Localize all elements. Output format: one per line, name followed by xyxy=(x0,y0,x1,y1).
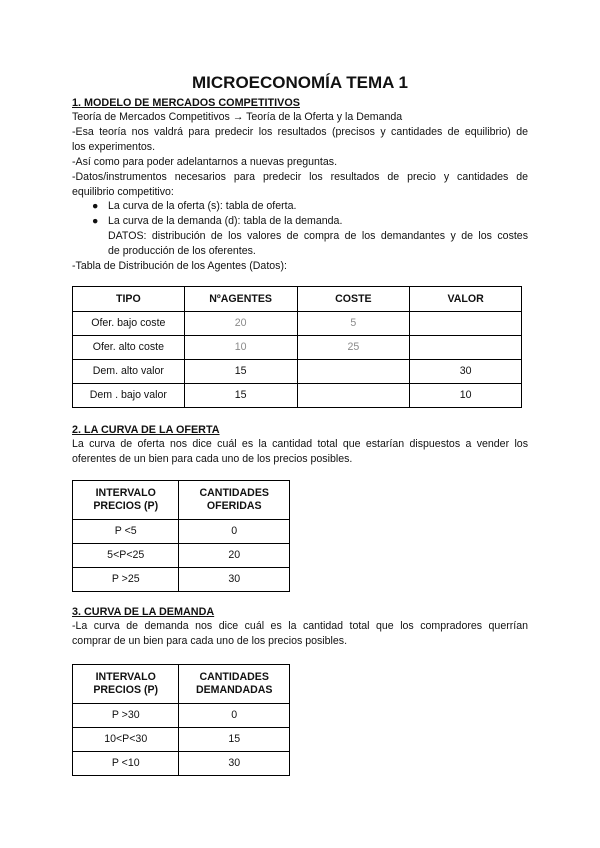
section1-line4b: equilibrio competitivo: xyxy=(72,186,174,198)
table-row xyxy=(73,336,522,360)
list-item xyxy=(72,199,528,214)
table-cell: 30 xyxy=(179,568,290,592)
bullet-text: La curva de la demanda (d): tabla de la demanda. xyxy=(108,215,343,227)
table-cell xyxy=(410,312,522,336)
column-header xyxy=(179,481,290,520)
table-cell: 5 xyxy=(297,312,410,336)
datos-note xyxy=(108,229,528,259)
table-row xyxy=(73,728,290,752)
table-cell: 10 xyxy=(184,336,297,360)
table-row xyxy=(73,568,290,592)
section2-line-b: oferentes de un bien para cada uno de los precios posibles. xyxy=(72,453,353,465)
table-cell: 25 xyxy=(297,336,410,360)
section3-heading: 3. CURVA DE LA DEMANDA xyxy=(72,606,215,618)
table-cell xyxy=(297,384,410,408)
table-cell: P >25 xyxy=(73,568,179,592)
datos-line-b: de producción de los oferentes. xyxy=(108,245,256,257)
agents-distribution-table xyxy=(72,286,522,408)
section3-line-b: comprar de un bien para cada uno de los precios posibles. xyxy=(72,635,348,647)
table-row xyxy=(73,520,290,544)
section3-line-a: -La curva de demanda nos dice cuál es la cantidad total que los compradores querrían xyxy=(72,620,528,632)
column-header-line: PRECIOS (P) xyxy=(93,500,159,512)
bullet-icon: ● xyxy=(92,215,99,227)
curve-bullet-list xyxy=(72,199,528,229)
supply-table xyxy=(72,480,290,592)
table-header-row xyxy=(73,665,290,704)
column-header: TIPO xyxy=(73,287,185,312)
column-header-line: INTERVALO xyxy=(95,671,156,683)
table-cell: Ofer. bajo coste xyxy=(73,312,185,336)
table-row xyxy=(73,544,290,568)
section1-line1: Teoría de Mercados Competitivos → Teoría de la Oferta y la Demanda xyxy=(72,111,403,123)
section1-line3: -Así como para poder adelantarnos a nuevas preguntas. xyxy=(72,156,338,168)
table-cell: 0 xyxy=(179,520,290,544)
column-header: VALOR xyxy=(410,287,522,312)
table-header-row xyxy=(73,481,290,520)
column-header-line: CANTIDADES xyxy=(199,671,269,683)
column-header-line: PRECIOS (P) xyxy=(93,684,159,696)
table-cell: 15 xyxy=(184,360,297,384)
table-cell: 15 xyxy=(184,384,297,408)
table-cell: P <5 xyxy=(73,520,179,544)
column-header xyxy=(73,665,179,704)
table-cell: Dem. alto valor xyxy=(73,360,185,384)
table-cell: 10 xyxy=(410,384,522,408)
bullet-text: La curva de la oferta (s): tabla de oferta. xyxy=(108,200,297,212)
section2-heading: 2. LA CURVA DE LA OFERTA xyxy=(72,424,220,436)
section1-text xyxy=(72,110,528,200)
table-cell: 10<P<30 xyxy=(73,728,179,752)
table-row xyxy=(73,312,522,336)
column-header-line: CANTIDADES xyxy=(199,487,269,499)
table-header-row xyxy=(73,287,522,312)
section2-text xyxy=(72,437,528,467)
column-header-line: OFERIDAS xyxy=(206,500,262,512)
column-header: NºAGENTES xyxy=(184,287,297,312)
bullet-icon: ● xyxy=(92,200,99,212)
table-row xyxy=(73,360,522,384)
section1-line2a: -Esa teoría nos valdrá para predecir los resultados (precisos y cantidades de equilibrio) de xyxy=(72,126,528,138)
column-header-line: INTERVALO xyxy=(95,487,156,499)
section3-text xyxy=(72,619,528,649)
column-header: COSTE xyxy=(297,287,410,312)
table-row xyxy=(73,704,290,728)
section1-heading: 1. MODELO DE MERCADOS COMPETITIVOS xyxy=(72,97,300,109)
datos-line-a: DATOS: distribución de los valores de compra de los demandantes y de los costes xyxy=(108,230,528,242)
table-cell: 0 xyxy=(179,704,290,728)
section1-line4a: -Datos/instrumentos necesarios para predecir los resultados de precio y cantidades de xyxy=(72,171,528,183)
page-title: MICROECONOMÍA TEMA 1 xyxy=(192,73,408,92)
section1-line5: -Tabla de Distribución de los Agentes (Datos): xyxy=(72,260,287,272)
column-header-line: DEMANDADAS xyxy=(195,684,273,696)
section1-line2b: los experimentos. xyxy=(72,141,156,153)
table-cell xyxy=(410,336,522,360)
table-cell: P >30 xyxy=(73,704,179,728)
table-cell: 5<P<25 xyxy=(73,544,179,568)
table-cell: 20 xyxy=(184,312,297,336)
table-cell: Dem . bajo valor xyxy=(73,384,185,408)
column-header xyxy=(73,481,179,520)
table-cell: 15 xyxy=(179,728,290,752)
table-cell: 30 xyxy=(179,752,290,776)
table-cell: Ofer. alto coste xyxy=(73,336,185,360)
table-cell xyxy=(297,360,410,384)
table-cell: 30 xyxy=(410,360,522,384)
table-row xyxy=(73,752,290,776)
table-row xyxy=(73,384,522,408)
demand-table xyxy=(72,664,290,776)
column-header xyxy=(179,665,290,704)
table-cell: P <10 xyxy=(73,752,179,776)
list-item xyxy=(72,214,528,229)
section2-line-a: La curva de oferta nos dice cuál es la cantidad total que estarían dispuestos a vender los xyxy=(72,438,528,450)
table-cell: 20 xyxy=(179,544,290,568)
